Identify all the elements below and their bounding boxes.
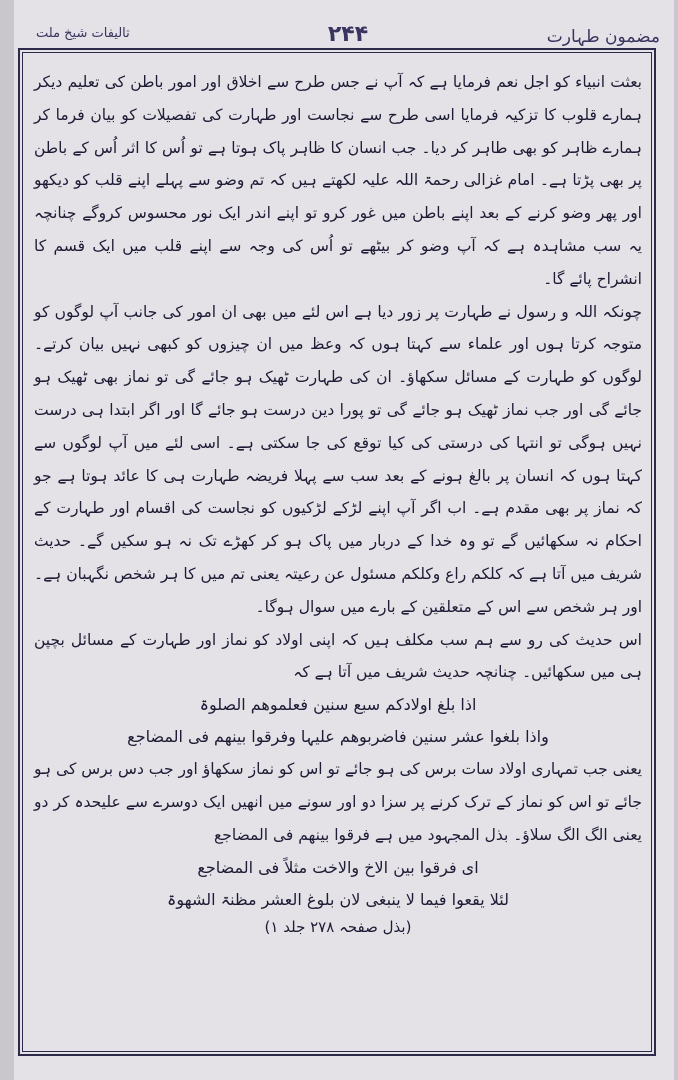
paragraph-2: چونکہ اللہ و رسول نے طہارت پر زور دیا ہے اس لئے میں بھی ان امور کی جانب آپ لوگوں کو متوجہ کرتا ہوں اور علماء سے کہتا ہوں کہ وعظ میں ان چیزوں کو کبھی نہیں بیان کرتے۔ لوگوں کو طہارت کے مسائل سکھاؤ۔ ان کی طہارت ٹھیک ہو جائے گی تو نماز بھی ٹھیک ہو جائے گی اور جب نماز ٹھیک ہو جائے گی تو پورا دین درست ہو جائے گا اور اگر ابتدا ہی درست نہیں ہوگی تو انتہا کی درستی کی کیا توقع کی جا سکتی ہے۔ اسی لئے میں آپ لوگوں سے کہتا ہوں کہ انسان پر بالغ ہونے کے بعد سب سے پہلا فریضہ طہارت ہی کا عائد ہوتا ہے جو کہ نماز پر بھی مقدم ہے۔ اب اگر آپ اپنے لڑکے لڑکیوں کو نجاست کی اقسام اور طہارت کے احکام نہ سکھائیں گے تو وہ خدا کے دربار میں پاک ہو کر کھڑے تک نہ ہو سکیں گے۔ حدیث شریف میں آتا ہے کہ کلکم راع وکلکم مسئول عن رعیتہ یعنی تم میں کا ہر شخص نگہبان ہے۔ اور ہر شخص سے اس کے متعلقین کے بارے میں سوال ہوگا۔ <box>34 302 642 616</box>
page-number: ۲۴۴ <box>327 22 369 47</box>
translation-paragraph: یعنی جب تمہاری اولاد سات برس کی ہو جائے تو اس کو نماز سکھاؤ اور جب دس برس کی ہو جائے تو اس کو نماز کے ترک کرنے پر سزا دو اور سونے میں انھیں ایک دوسرے سے علیحدہ کر دو یعنی الگ الگ سلاؤ۔ بذل المجہود میں ہے فرقوا بینھم فی المضاجع <box>34 760 642 844</box>
page-body <box>34 66 642 951</box>
hadith-line-2: واذا بلغوا عشر سنین فاضربوھم علیہا وفرقوا بینھم فی المضاجع <box>127 727 549 747</box>
closing-arabic-1: ای فرقوا بین الاخ والاخت مثلاً فی المضاجع <box>197 857 479 877</box>
section-title: مضمون طہارت <box>546 27 660 47</box>
series-title: تالیفات شیخ ملت <box>36 26 130 41</box>
hadith-line-1: اذا بلغ اولادکم سبع سنین فعلموھم الصلوۃ <box>199 695 477 715</box>
paragraph-1: بعثت انبیاء کو اجل نعم فرمایا ہے کہ آپ نے جس طرح سے اخلاق اور امور باطن کی تعلیم دیکر ہمارے قلوب کا تزکیہ فرمایا اسی طرح سے نجاست اور طہارت کی تفصیلات کو بیان فرما کر ہمارے ظاہر کو بھی طاہر کر دیا۔ جب انسان کا ظاہر پاک ہوتا ہے تو اُس کا اثر اُس کے باطن پر بھی پڑتا ہے۔ امام غزالی رحمۃ اللہ علیہ لکھتے ہیں کہ تم وضو سے پہلے اپنے قلب کو دیکھو اور پھر وضو کرنے کے بعد اپنے باطن میں غور کرو تو اپنے اندر ایک نور محسوس کروگے چنانچہ یہ سب مشاہدہ ہے کہ آپ وضو کر بیٹھے تو اُس کی وجہ سے اپنے قلب میں ایک قسم کا انشراح پائے گا۔ <box>34 73 642 288</box>
reference-citation: (بذل صفحہ ۲۷۸ جلد ۱) <box>264 917 412 936</box>
paragraph-3: اس حدیث کی رو سے ہم سب مکلف ہیں کہ اپنی اولاد کو نماز اور طہارت کے مسائل بچپن ہی میں سکھائیں۔ چنانچہ حدیث شریف میں آتا ہے کہ <box>34 630 642 682</box>
closing-arabic-2: لئلا یقعوا فیما لا ینبغی لان بلوغ العشر مظنۃ الشھوۃ <box>167 889 509 909</box>
